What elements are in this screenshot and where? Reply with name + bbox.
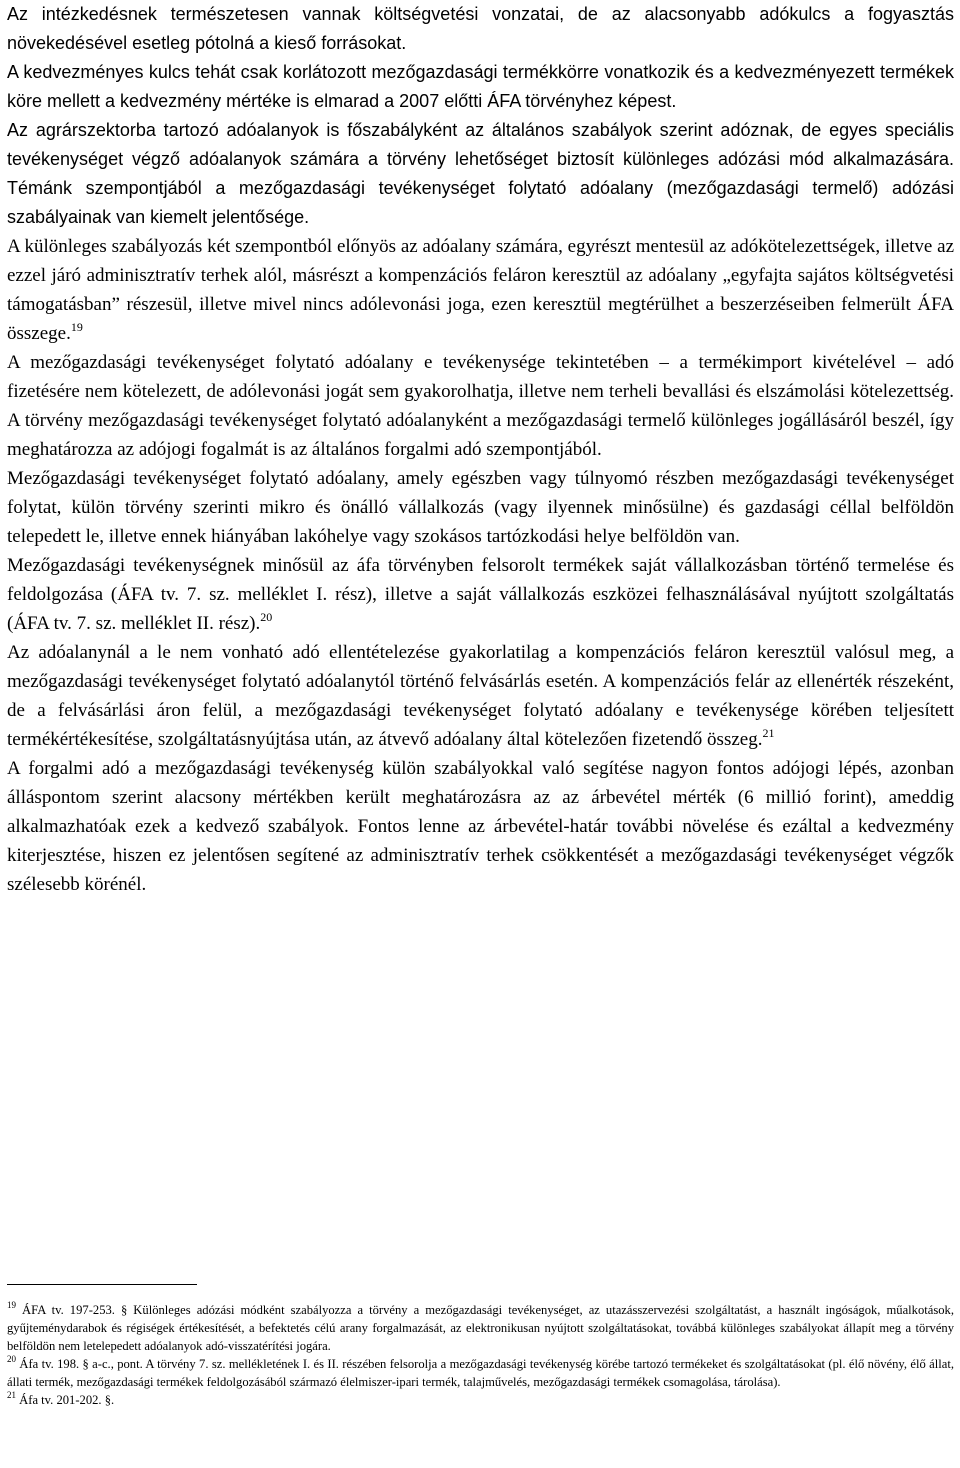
footnote-ref-21[interactable]: 21: [762, 726, 775, 740]
paragraph-reduced-rate: A kedvezményes kulcs tehát csak korlátozott mezőgazdasági termékkörre vonatkozik és a kedvezményezett termékek köre mellett a kedvezmény mértéke is elmarad a 2007 előtti ÁFA törvényhez képest.: [7, 62, 954, 111]
footnote-text: ÁFA tv. 197-253. § Különleges adózási módként szabályozza a törvény a mezőgazdasági tevékenységet, az utazásszervezési szolgáltatást, a használt ingóságok, műalkotások, gyűjteménydarabok és régiségek értékesítését, a befektetés célú arany forgalmazását, az elektronikusan nyújtott szolgáltatásokat, továbbá különleges szabályokat állapít meg a törvény belföldön nem letelepedett adóalanyok adó-visszatérítési jogára.: [7, 1303, 954, 1353]
paragraph-text: Az adóalanynál a le nem vonható adó ellentételezése gyakorlatilag a kompenzációs feláron keresztül valósul meg, a mezőgazdasági tevékenységet folytató adóalanytól történő felvásárlás esetén. A kompenzációs felár az ellenérték részeként, de a felvásárlási áron felül, a mezőgazdasági tevékenységet folytató adóalany e tevékenysége körében teljesített termékértékesítése, szolgáltatásnyújtása után, az átvevő adóalany által kötelezően fizetendő összeg.: [7, 642, 954, 750]
footnote-21: [7, 1391, 954, 1409]
paragraph-agrarian-taxpayers: Az agrárszektorba tartozó adóalanyok is főszabályként az általános szabályok szerint adóznak, de egyes speciális tevékenységet végző adóalanyok számára a törvény lehetőséget biztosít különleges adózási mód alkalmazására. Témánk szempontjából a mezőgazdasági tevékenységet folytató adóalany (mezőgazdasági termelő) adózási szabályainak van kiemelt jelentősége.: [7, 120, 954, 227]
paragraph-text: Mezőgazdasági tevékenységnek minősül az áfa törvényben felsorolt termékek saját vállalkozásban történő termelése és feldolgozása (ÁFA tv. 7. sz. melléklet I. rész), illetve a saját vállalkozás eszközei felhasználásával nyújtott szolgáltatás (ÁFA tv. 7. sz. melléklet II. rész).: [7, 555, 954, 634]
paragraph-text: A különleges szabályozás két szempontból előnyös az adóalany számára, egyrészt mentesül az adókötelezettségek, illetve az ezzel járó adminisztratív terhek alól, másrészt a kompenzációs feláron keresztül az adóalany „egyfajta sajátos költségvetési támogatásban” részesül, illetve mivel nincs adólevonási joga, ezen keresztül megtérülhet a beszerzéseiben felmerült ÁFA összege.: [7, 236, 954, 344]
footnote-text: Áfa tv. 201-202. §.: [19, 1393, 115, 1407]
footnote-number: 21: [7, 1390, 16, 1400]
paragraph-special-regulation: [7, 232, 954, 348]
footnote-ref-20[interactable]: 20: [260, 610, 273, 624]
paragraph-no-tax-obligation: A mezőgazdasági tevékenységet folytató adóalany e tevékenysége tekintetében – a termékimport kivételével – adó fizetésére nem kötelezett, de adólevonási jogát sem gyakorolhatja, illetve nem terheli bevallási és elszámolási kötelezettség. A törvény mezőgazdasági tevékenységet folytató adóalanyként a mezőgazdasági termelő különleges jogállásáról beszél, így meghatározza az adójogi fogalmát is az általános forgalmi adó szempontjából.: [7, 352, 954, 460]
paragraph-compensation-surcharge: [7, 638, 954, 754]
footnote-number: 19: [7, 1300, 16, 1310]
footnote-ref-19[interactable]: 19: [70, 320, 83, 334]
paragraph-agricultural-activity: [7, 551, 954, 638]
footnote-20: [7, 1355, 954, 1391]
paragraph-conclusion: A forgalmi adó a mezőgazdasági tevékenység külön szabályokkal való segítése nagyon fontos adójogi lépés, azonban álláspontom szerint alacsony mértékben került meghatározásra az az árbevétel mérték (6 millió forint), ameddig alkalmazhatóak ezek a kedvező szabályok. Fontos lenne az árbevétel-határ további növelése és ezáltal a kedvezmény kiterjesztése, hiszen ez jelentősen segítené az adminisztratív terhek csökkentését a mezőgazdasági tevékenységet végzők szélesebb körénél.: [7, 758, 954, 895]
document-body: [7, 0, 954, 899]
paragraph-budget-note: Az intézkedésnek természetesen vannak költségvetési vonzatai, de az alacsonyabb adókulcs a fogyasztás növekedésével esetleg pótolná a kieső forrásokat.: [7, 4, 954, 53]
footnote-19: [7, 1301, 954, 1355]
footnote-text: Áfa tv. 198. § a-c., pont. A törvény 7. sz. mellékletének I. és II. részében felsorolja a mezőgazdasági tevékenység körébe tartozó termékeket és szolgáltatásokat (pl. élő növény, élő állat, állati termék, mezőgazdasági termékek feldolgozásából származó élelmiszer-ipari termék, talajművelés, mezőgazdasági termékek csomagolása, tárolása).: [7, 1357, 954, 1389]
footnote-divider: [7, 1284, 197, 1285]
footnote-number: 20: [7, 1354, 16, 1364]
footnotes-section: [7, 1284, 954, 1409]
paragraph-definition: Mezőgazdasági tevékenységet folytató adóalany, amely egészben vagy túlnyomó részben mezőgazdasági tevékenységet folytat, külön törvény szerinti mikro és önálló vállalkozás (vagy ilyennek minősülne) és gazdasági céllal belföldön telepedett le, illetve ennek hiányában lakóhelye vagy szokásos tartózkodási helye belföldön van.: [7, 468, 954, 547]
